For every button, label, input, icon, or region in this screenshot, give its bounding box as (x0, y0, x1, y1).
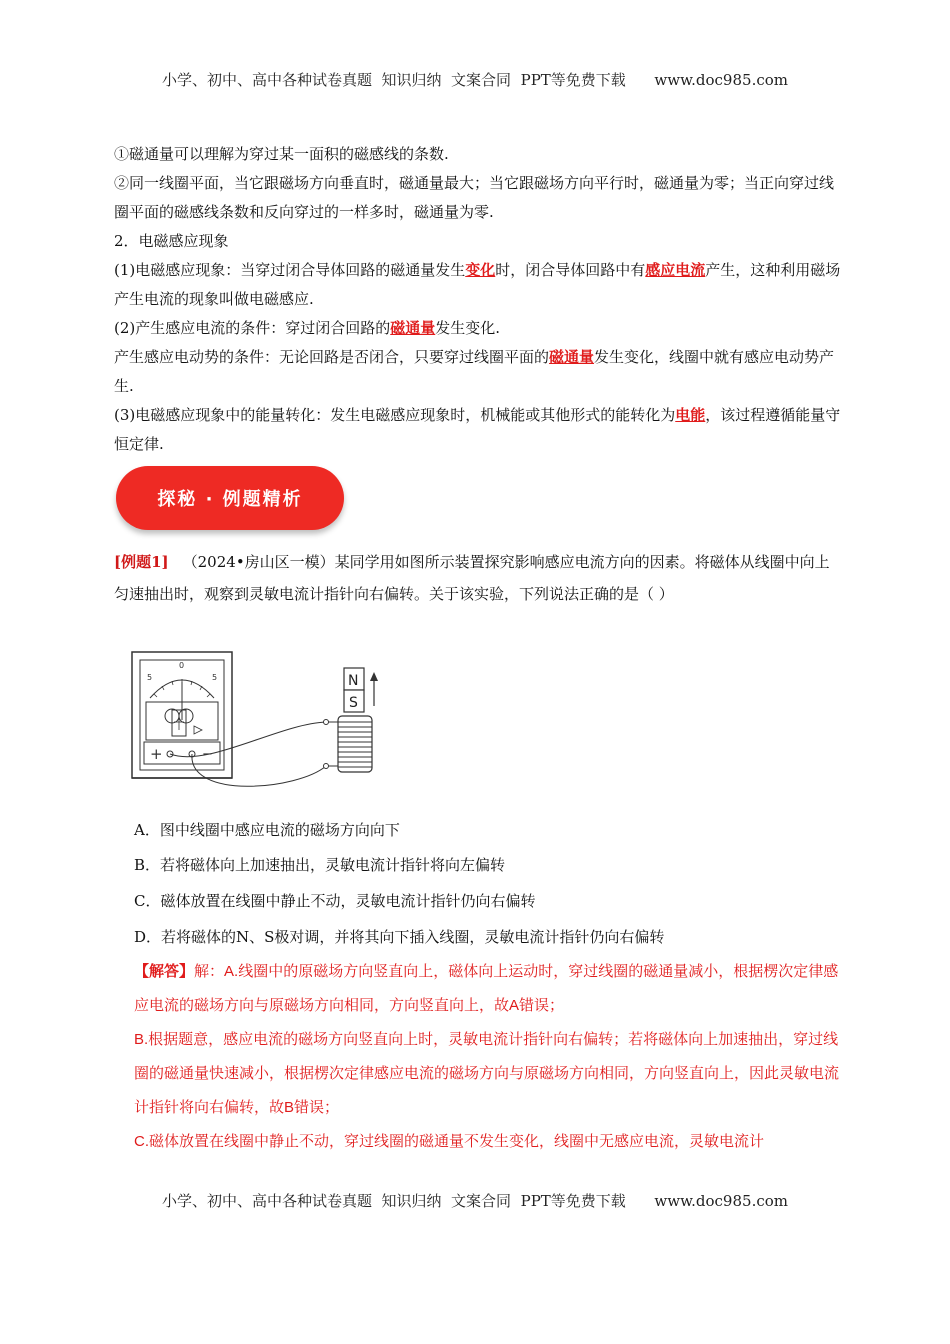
magnet-n-label: N (348, 673, 359, 689)
answer-b: B.根据题意，感应电流的磁场方向竖直向上时，灵敏电流计指针向右偏转；若将磁体向上加速抽出，穿过线圈的磁通量快速减小，根据楞次定律感应电流的磁场方向与原磁场方向相同，方向竖直向上，因此灵敏电流计指针将向右偏转，故B错误； (134, 1031, 840, 1116)
paragraph-emf-condition: 产生感应电动势的条件：无论回路是否闭合，只要穿过线圈平面的磁通量发生变化，线圈中就有感应电动势产生. (114, 348, 835, 395)
keyword-electric-energy: 电能 (675, 406, 706, 424)
keyword-flux: 磁通量 (390, 319, 436, 337)
paragraph-condition: (2)产生感应电流的条件：穿过闭合回路的磁通量发生变化. (114, 319, 501, 337)
keyword-change: 变化 (465, 261, 496, 279)
terminal-minus: − (202, 747, 213, 762)
answer-c: C.磁体放置在线圈中静止不动，穿过线圈的磁通量不发生变化，线圈中无感应电流，灵敏电流计 (134, 1133, 765, 1150)
galvanometer-coil-diagram (128, 650, 388, 800)
paragraph-induction: (1)电磁感应现象：当穿过闭合导体回路的磁通量发生变化时，闭合导体回路中有感应电流产生，这种利用磁场产生电流的现象叫做电磁感应. (114, 261, 841, 308)
example-label: [例题1] (114, 553, 169, 571)
scale-label-right: 5 (212, 673, 218, 682)
page-footer: 小学、初中、高中各种试卷真题 知识归纳 文案合同 PPT等免费下载 www.doc985.com (161, 1192, 788, 1210)
paragraph-energy: (3)电磁感应现象中的能量转化：发生电磁感应现象时，机械能或其他形式的能转化为电能，该过程遵循能量守恒定律. (114, 406, 841, 453)
option-b: B．若将磁体向上加速抽出，灵敏电流计指针将向左偏转 (134, 856, 506, 874)
scale-label-left: 5 (147, 673, 153, 682)
example-stem: [例题1] （2024•房山区一模）某同学用如图所示装置探究影响感应电流方向的因素。将磁体从线圈中向上匀速抽出时，观察到灵敏电流计指针向右偏转。关于该实验，下列说法正确的是（ ） (114, 553, 830, 603)
option-c: C．磁体放置在线圈中静止不动，灵敏电流计指针仍向右偏转 (134, 892, 536, 910)
note-1: ①磁通量可以理解为穿过某一面积的磁感线的条数. (114, 145, 449, 163)
note-2: ②同一线圈平面，当它跟磁场方向垂直时，磁通量最大；当它跟磁场方向平行时，磁通量为零；当正向穿过线圈平面的磁感线条数和反向穿过的一样多时，磁通量为零. (114, 174, 835, 221)
keyword-induced-current: 感应电流 (645, 261, 706, 279)
keyword-flux-2: 磁通量 (549, 348, 595, 366)
option-d: D．若将磁体的N、S极对调，并将其向下插入线圈，灵敏电流计指针仍向右偏转 (134, 928, 665, 946)
section-title: 2．电磁感应现象 (114, 232, 229, 250)
answer-tag: 【解答】 (134, 963, 195, 980)
scale-label-center: 0 (179, 661, 185, 670)
answer-a: 【解答】解：A.线圈中的原磁场方向竖直向上，磁体向上运动时，穿过线圈的磁通量减小，根据楞次定律感应电流的磁场方向与原磁场方向相同，方向竖直向上，故A错误； (134, 963, 839, 1014)
option-a: A．图中线圈中感应电流的磁场方向向下 (134, 821, 400, 839)
page-header: 小学、初中、高中各种试卷真题 知识归纳 文案合同 PPT等免费下载 www.doc985.com (161, 71, 788, 89)
magnet-s-label: S (349, 695, 358, 711)
terminal-plus: + (150, 745, 163, 763)
coil-body (338, 716, 372, 772)
section-banner: 探秘 · 例题精析 (116, 466, 344, 530)
